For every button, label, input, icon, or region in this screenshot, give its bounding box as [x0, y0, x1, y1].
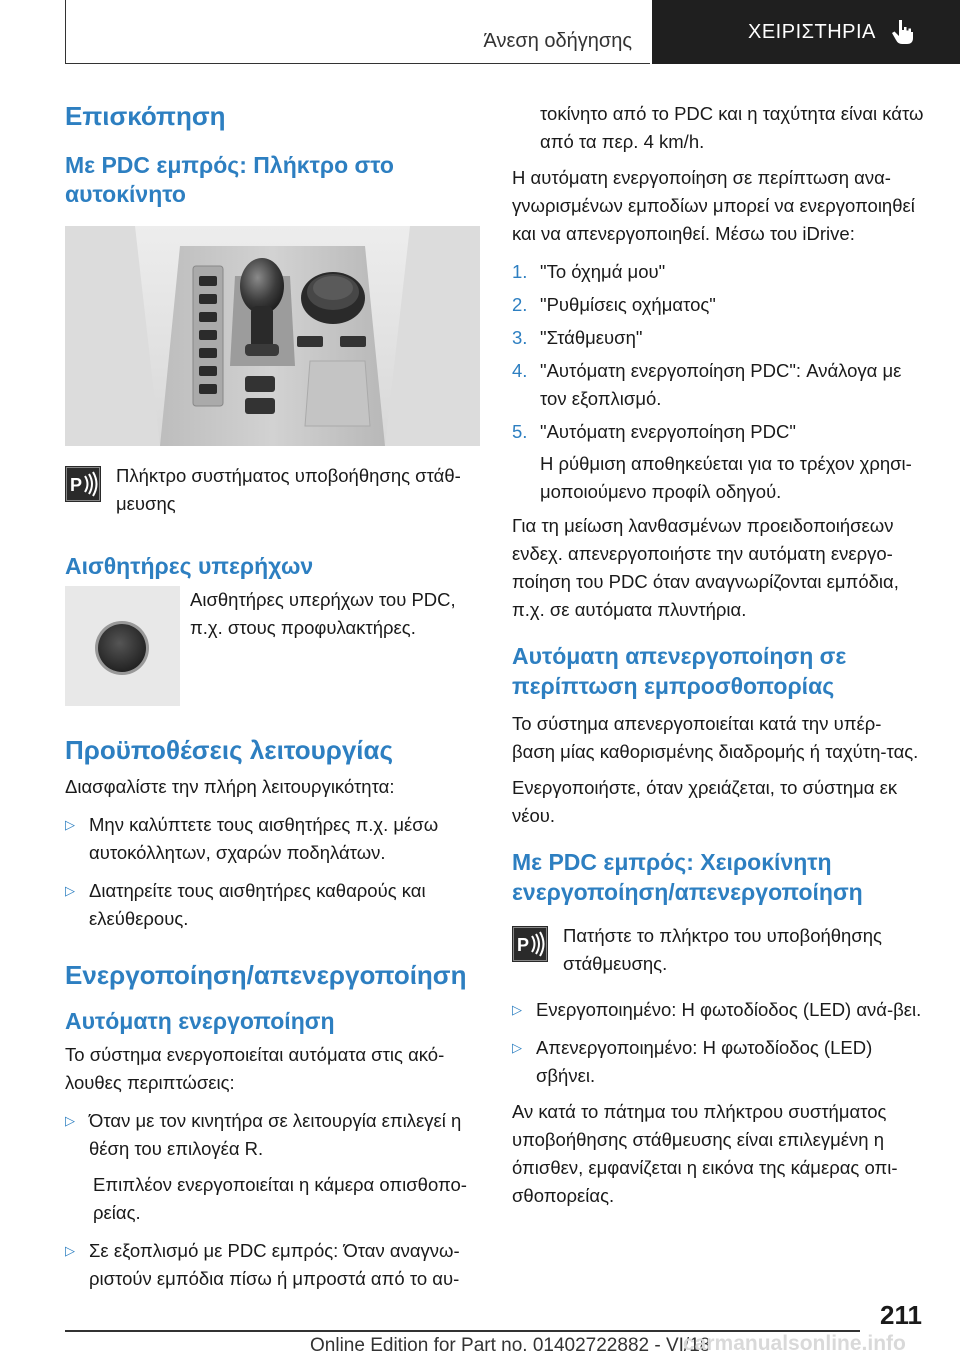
prerequisites-intro: Διασφαλίστε την πλήρη λειτουργικότητα: — [65, 775, 395, 797]
manual-caption: Πατήστε το πλήκτρο του υποβοήθησης στάθμευσης. — [563, 924, 882, 974]
park-distance-control-icon — [65, 466, 101, 502]
overview-heading: Επισκόπηση — [65, 101, 226, 131]
pdc-button-caption-row — [65, 462, 480, 518]
svg-text:P: P — [517, 934, 530, 955]
triangle-bullet-icon: ▷ — [512, 1001, 522, 1017]
activation-heading: Ενεργοποίηση/απενεργοποίηση — [65, 959, 467, 990]
page-number: 211 — [880, 1300, 922, 1330]
auto-activation-heading: Αυτόματη ενεργοποίηση — [65, 1008, 335, 1035]
idrive-step: 3. "Στάθμευση" — [512, 327, 643, 348]
idrive-step: 5. "Αυτόματη ενεργοποίηση PDC" — [512, 421, 796, 442]
led-status-item: ▷ Ενεργοποιημένο: Η φωτοδίοδος (LED) ανά‐βει. — [512, 996, 924, 1024]
prerequisite-item: ▷ Διατηρείτε τους αισθητήρες καθαρούς και ελεύθερους. — [65, 877, 480, 933]
triangle-bullet-icon: ▷ — [512, 1039, 522, 1055]
manual-activation-heading: Με PDC εμπρός: Χειροκίνητη ενεργοποίηση/απενεργοποίηση — [512, 848, 863, 905]
triangle-bullet-icon: ▷ — [65, 1113, 75, 1129]
header-chapter-tab[interactable] — [652, 0, 960, 64]
idrive-step: 4. "Αυτόματη ενεργοποίηση PDC": Ανάλογα με τον εξοπλισμό. — [512, 360, 902, 409]
header-chapter-label: ΧΕΙΡΙΣΤΗΡΙΑ — [748, 20, 876, 43]
edition-footer: Online Edition for Part no. 01402722882 - VI/18 — [310, 1335, 711, 1356]
idrive-step: 1. "Το όχημά μου" — [512, 261, 666, 282]
triangle-bullet-icon: ▷ — [65, 816, 75, 832]
triangle-bullet-icon: ▷ — [65, 1243, 75, 1259]
prerequisite-item: ▷ Μην καλύπτετε τους αισθητήρες π.χ. μέσω αυτοκόλλητων, σχαρών ποδηλάτων. — [65, 811, 480, 867]
triangle-bullet-icon: ▷ — [65, 882, 75, 898]
sensors-caption: Αισθητήρες υπερήχων του PDC, π.χ. στους προφυλακτήρες. — [190, 589, 456, 639]
auto-activation-item: ▷ Όταν με τον κινητήρα σε λειτουργία επιλεγεί η θέση του επιλογέα R. — [65, 1107, 480, 1163]
auto-deactivation-text: Το σύστημα απενεργοποιείται κατά την υπέρ‐βαση μίας καθορισμένης διαδρομής ή ταχύτη‐τας. — [512, 712, 919, 762]
ultrasonic-sensor-image — [65, 586, 180, 706]
prerequisites-heading: Προϋποθέσεις λειτουργίας — [65, 735, 394, 766]
pdc-button-caption: Πλήκτρο συστήματος υποβοήθησης στάθ‐μευσης — [116, 465, 461, 515]
false-warnings-text: Για τη μείωση λανθασμένων προειδοποιήσεων ενδεχ. απενεργοποιήστε την αυτόματη ενεργο‐ποίηση του PDC όταν αναγνωρίζονται εμπόδια, π.χ. σε αυτόματα πλυντήρια. — [512, 515, 899, 620]
reverse-camera-text: Αν κατά το πάτημα του πλήκτρου συστήματος υποβοήθησης στάθμευσης είναι επιλεγμένη η όπισθεν, εμφανίζεται η εικόνα της κάμερας οπι‐σθοπορείας. — [512, 1100, 898, 1206]
park-distance-control-icon — [512, 926, 548, 962]
sensors-heading: Αισθητήρες υπερήχων — [65, 553, 314, 580]
center-console-photo — [65, 226, 480, 446]
header-section-title: Άνεση οδήγησης — [483, 30, 632, 52]
auto-deactivation-heading: Αυτόματη απενεργοποίηση σε περίπτωση εμπροσθοπορίας — [512, 643, 847, 699]
led-status-item: ▷ Απενεργοποιημένο: Η φωτοδίοδος (LED) σβήνει. — [512, 1034, 924, 1090]
continuation-text: τοκίνητο από το PDC και η ταχύτητα είναι κάτω από τα περ. 4 km/h. — [540, 103, 924, 152]
profile-note: Η ρύθμιση αποθηκεύεται για το τρέχον χρησι‐μοποιούμενο προφίλ οδηγού. — [540, 453, 912, 502]
reactivate-text: Ενεργοποιήστε, όταν χρειάζεται, το σύστημα εκ νέου. — [512, 776, 898, 826]
left-column — [65, 100, 480, 1293]
auto-activation-item: ▷ Σε εξοπλισμό με PDC εμπρός: Όταν αναγνω‐ριστούν εμπόδια πίσω ή μπροστά από το αυ‐ — [65, 1237, 480, 1293]
idrive-step: 2. "Ρυθμίσεις οχήματος" — [512, 294, 716, 315]
pdc-front-heading: Με PDC εμπρός: Πλήκτρο στο αυτοκίνητο — [65, 151, 394, 208]
auto-activation-intro: Το σύστημα ενεργοποιείται αυτόματα στις ακό‐λουθες περιπτώσεις: — [65, 1044, 445, 1094]
pointing-hand-icon — [890, 18, 916, 46]
sensors-row — [65, 586, 480, 706]
watermark: carmanualsonline.info — [683, 1332, 906, 1355]
right-column — [512, 100, 924, 1210]
idrive-intro: Η αυτόματη ενεργοποίηση σε περίπτωση ανα‐γνωρισμένων εμποδίων μπορεί να ενεργοποιηθεί και να απενεργοποιηθεί. Μέσω του iDrive: — [512, 167, 915, 244]
manual-caption-row — [512, 922, 924, 978]
svg-text:P: P — [70, 475, 83, 496]
rear-camera-note: Επιπλέον ενεργοποιείται η κάμερα οπισθοπο‐ρείας. — [93, 1174, 467, 1224]
